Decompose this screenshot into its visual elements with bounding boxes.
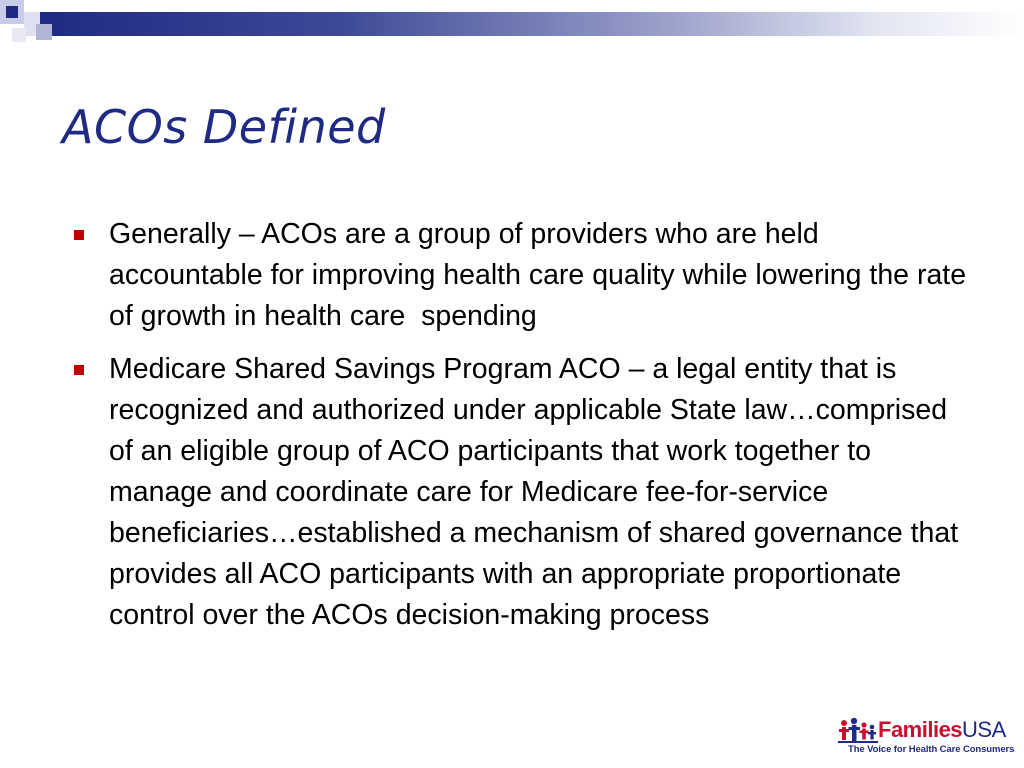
bullet-text: Medicare Shared Savings Program ACO – a legal entity that is recognized and authorized under applicable State law…comprised of an eligible group of ACO participants that work together to manage and coordinate care for Medicare fee-for-service beneficiaries…established a mechanism of shared governance that provides all ACO participants with an appropriate proportionate control over the ACOs decision-making process [109,353,967,631]
logo-brand-suffix: USA [962,717,1006,742]
square-bullet-icon [74,365,84,375]
bullet-item [70,349,975,636]
corner-square-decoration [12,28,26,42]
bullet-text: Generally – ACOs are a group of providers who are held accountable for improving health care quality while lowering the rate of growth in health care spending [109,218,974,332]
square-bullet-icon [74,230,84,240]
bullet-list [70,214,975,648]
logo-brand: Families [878,717,963,742]
family-figures-icon [838,716,878,746]
logo-wordmark [878,718,1006,742]
corner-square-decoration [6,6,18,18]
corner-square-decoration [24,0,40,10]
header-gradient-bar [40,12,1024,36]
slide-title: ACOs Defined [62,100,386,154]
bullet-item [70,214,975,337]
families-usa-logo [838,714,1015,758]
logo-tagline: The Voice for Health Care Consumers [848,744,1015,755]
corner-square-decoration [48,0,68,12]
corner-square-decoration [36,24,52,40]
